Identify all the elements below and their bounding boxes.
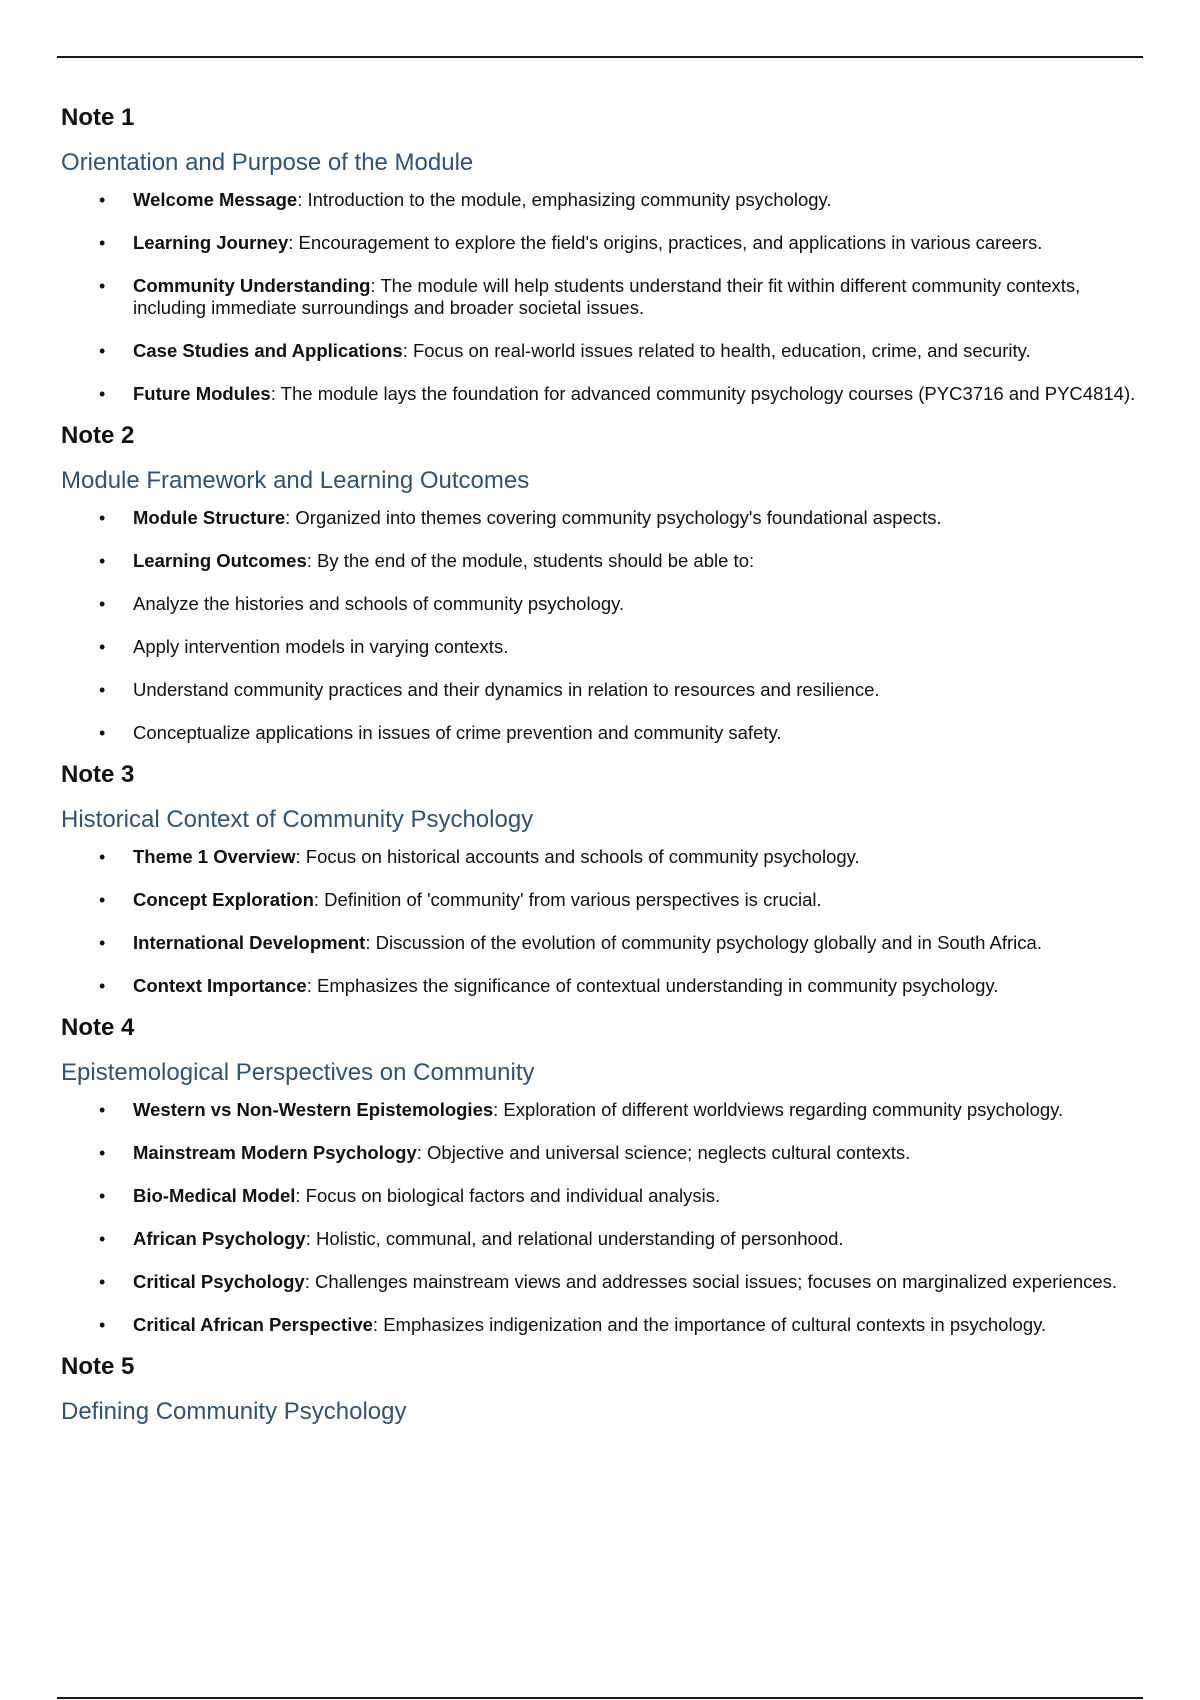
item-term: Concept Exploration: [133, 889, 314, 910]
note-section: [61, 416, 1143, 744]
list-item: [61, 275, 1143, 319]
bullet-icon: •: [99, 847, 106, 867]
item-text: Understand community practices and their dynamics in relation to resources and resilience.: [133, 679, 880, 700]
bullet-icon: •: [99, 233, 106, 253]
item-text: : Definition of 'community' from various perspectives is crucial.: [313, 889, 822, 910]
item-term: International Development: [133, 932, 366, 953]
note-title: Note 3: [61, 761, 135, 788]
list-item: [61, 889, 1143, 911]
list-item: [61, 383, 1143, 405]
bullet-icon: •: [99, 594, 106, 614]
list-item: [61, 679, 1143, 701]
item-text: : Organized into themes covering community psychology's foundational aspects.: [285, 507, 942, 528]
note-title: Note 2: [61, 422, 135, 449]
note-title: Note 1: [61, 104, 135, 131]
bullet-list: [61, 507, 1143, 744]
bullet-icon: •: [99, 637, 106, 657]
bullet-icon: •: [99, 551, 106, 571]
bullet-icon: •: [99, 508, 106, 528]
bullet-icon: •: [99, 1229, 106, 1249]
item-text: : By the end of the module, students should be able to:: [306, 550, 755, 571]
item-text: : Focus on real-world issues related to health, education, crime, and security.: [402, 340, 1031, 361]
bullet-icon: •: [99, 190, 106, 210]
item-term: Theme 1 Overview: [133, 846, 296, 867]
item-text: : Encouragement to explore the field's origins, practices, and applications in various careers.: [288, 232, 1043, 253]
item-term: Western vs Non-Western Epistemologies: [133, 1099, 494, 1120]
bullet-icon: •: [99, 1143, 106, 1163]
list-item: [61, 1314, 1143, 1336]
section-heading: Historical Context of Community Psychology: [61, 806, 534, 833]
bullet-icon: •: [99, 1315, 106, 1335]
list-item: [61, 975, 1143, 997]
list-item: [61, 1185, 1143, 1207]
item-term: Learning Journey: [133, 232, 289, 253]
bullet-icon: •: [99, 890, 106, 910]
item-text: : The module will help students understand their fit within different community contexts, including immediate surroundings and broader societal issues.: [133, 275, 1081, 318]
note-section: [61, 755, 1143, 997]
document-body: [61, 98, 1143, 1430]
note-title: Note 4: [61, 1014, 135, 1041]
list-item: [61, 1099, 1143, 1121]
item-term: Future Modules: [133, 383, 271, 404]
item-term: Welcome Message: [133, 189, 298, 210]
item-term: Module Structure: [133, 507, 286, 528]
bullet-icon: •: [99, 276, 106, 296]
item-term: Learning Outcomes: [133, 550, 307, 571]
item-text: Apply intervention models in varying contexts.: [133, 636, 509, 657]
item-term: Case Studies and Applications: [133, 340, 403, 361]
note-section: [61, 1008, 1143, 1336]
item-text: Conceptualize applications in issues of crime prevention and community safety.: [133, 722, 782, 743]
list-item: [61, 1142, 1143, 1164]
bullet-icon: •: [99, 1272, 106, 1292]
bullet-icon: •: [99, 723, 106, 743]
bullet-icon: •: [99, 384, 106, 404]
item-term: Critical African Perspective: [133, 1314, 373, 1335]
bullet-icon: •: [99, 680, 106, 700]
section-heading: Epistemological Perspectives on Community: [61, 1059, 535, 1086]
item-term: Community Understanding: [133, 275, 371, 296]
note-title: Note 5: [61, 1353, 135, 1380]
bullet-list: [61, 1099, 1143, 1336]
item-term: Bio-Medical Model: [133, 1185, 296, 1206]
list-item: [61, 340, 1143, 362]
list-item: [61, 1228, 1143, 1250]
list-item: [61, 189, 1143, 211]
bullet-icon: •: [99, 1100, 106, 1120]
section-heading: Defining Community Psychology: [61, 1398, 407, 1425]
item-text: : Objective and universal science; neglects cultural contexts.: [416, 1142, 911, 1163]
bullet-icon: •: [99, 341, 106, 361]
list-item: [61, 846, 1143, 868]
item-text: Analyze the histories and schools of community psychology.: [133, 593, 625, 614]
list-item: [61, 932, 1143, 954]
bottom-rule: [57, 1697, 1143, 1699]
list-item: [61, 550, 1143, 572]
list-item: [61, 507, 1143, 529]
item-text: : Focus on historical accounts and schools of community psychology.: [295, 846, 860, 867]
item-term: Critical Psychology: [133, 1271, 305, 1292]
item-term: Mainstream Modern Psychology: [133, 1142, 417, 1163]
item-term: African Psychology: [133, 1228, 306, 1249]
item-text: : Holistic, communal, and relational understanding of personhood.: [305, 1228, 844, 1249]
list-item: [61, 1271, 1143, 1293]
list-item: [61, 636, 1143, 658]
list-item: [61, 232, 1143, 254]
item-text: : Emphasizes the significance of contextual understanding in community psychology.: [306, 975, 999, 996]
item-text: : Discussion of the evolution of community psychology globally and in South Africa.: [365, 932, 1042, 953]
bullet-icon: •: [99, 976, 106, 996]
item-text: : Exploration of different worldviews regarding community psychology.: [493, 1099, 1064, 1120]
section-heading: Orientation and Purpose of the Module: [61, 149, 474, 176]
list-item: [61, 593, 1143, 615]
item-text: : Focus on biological factors and individual analysis.: [295, 1185, 721, 1206]
top-rule: [57, 56, 1143, 58]
bullet-list: [61, 846, 1143, 997]
note-section: [61, 1347, 1143, 1430]
note-section: [61, 98, 1143, 405]
item-text: : The module lays the foundation for advanced community psychology courses (PYC3716 and PYC4814).: [270, 383, 1136, 404]
item-term: Context Importance: [133, 975, 307, 996]
item-text: : Emphasizes indigenization and the importance of cultural contexts in psychology.: [372, 1314, 1047, 1335]
item-text: : Introduction to the module, emphasizing community psychology.: [297, 189, 832, 210]
list-item: [61, 722, 1143, 744]
bullet-icon: •: [99, 933, 106, 953]
item-text: : Challenges mainstream views and addresses social issues; focuses on marginalized experiences.: [304, 1271, 1118, 1292]
section-heading: Module Framework and Learning Outcomes: [61, 467, 530, 494]
bullet-icon: •: [99, 1186, 106, 1206]
bullet-list: [61, 189, 1143, 405]
